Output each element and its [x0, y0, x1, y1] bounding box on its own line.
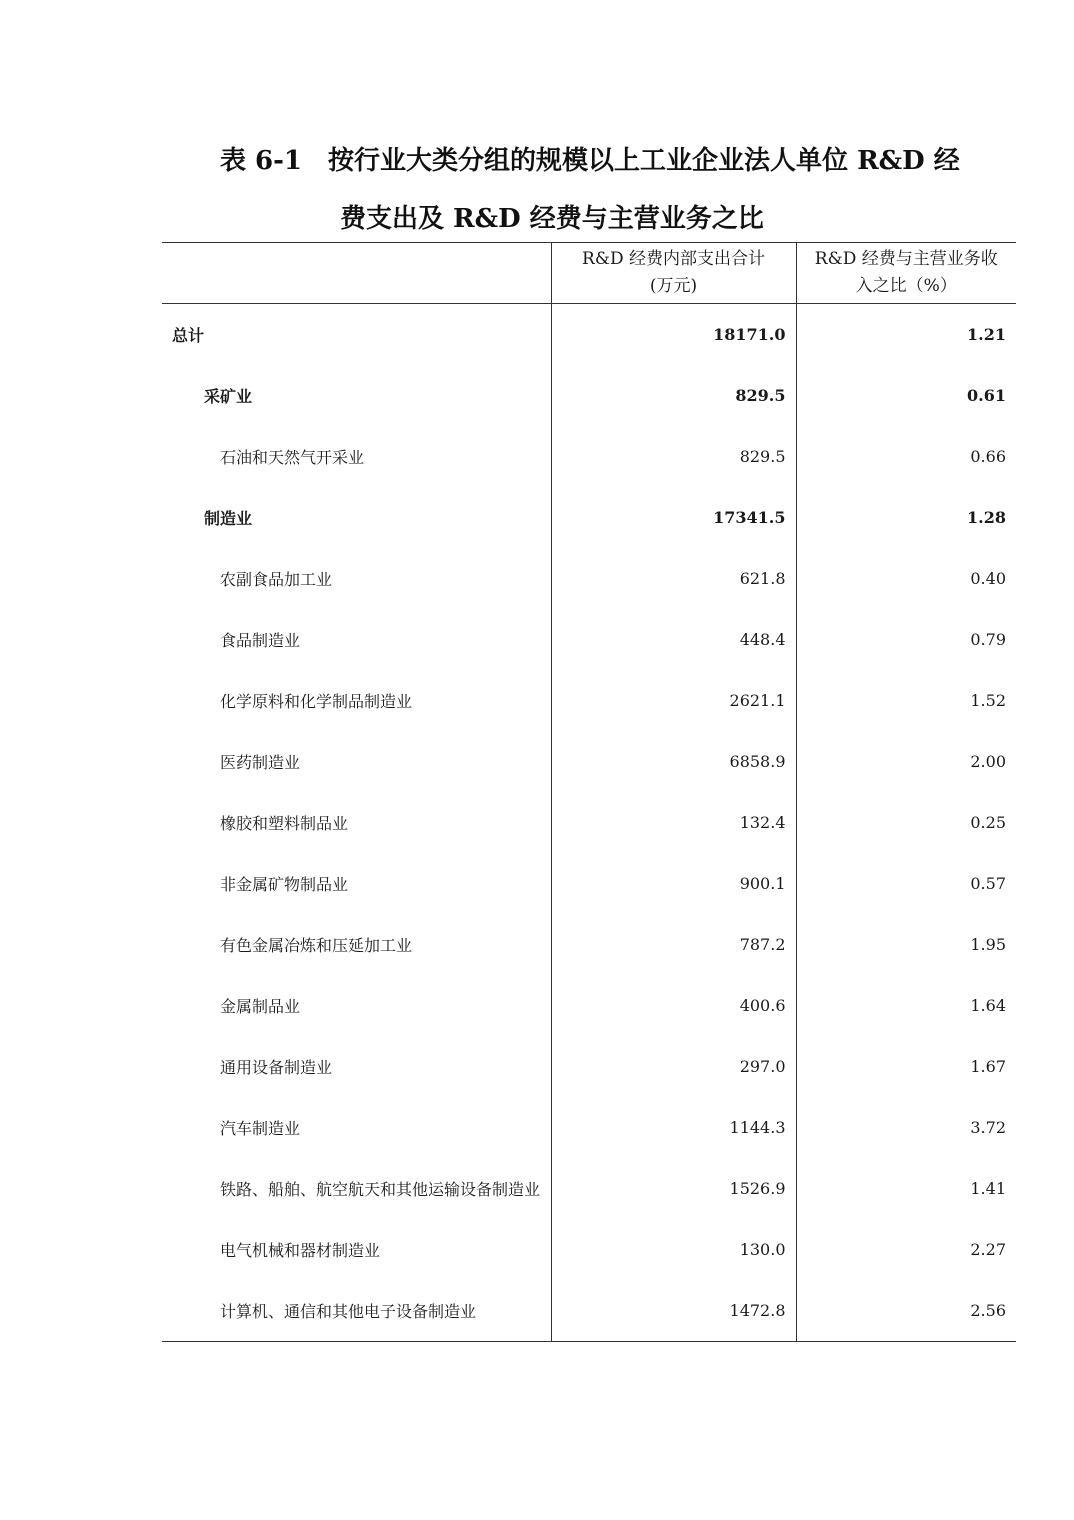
industry-name-cell: 农副食品加工业	[162, 548, 551, 609]
industry-name-cell: 有色金属冶炼和压延加工业	[162, 914, 551, 975]
table-row	[162, 365, 1016, 426]
table-row	[162, 548, 1016, 609]
rd-ratio-cell: 1.21	[967, 325, 1006, 344]
rd-spending-cell: 1472.8	[551, 1280, 796, 1342]
table-row	[162, 670, 1016, 731]
industry-name-cell: 通用设备制造业	[162, 1036, 551, 1097]
rd-ratio-cell: 0.61	[967, 386, 1006, 405]
table-row	[162, 1219, 1016, 1280]
table-row	[162, 304, 1016, 366]
rd-ratio-cell: 2.00	[970, 752, 1006, 771]
table-row	[162, 1280, 1016, 1342]
header-rd-ratio-line-2: 入之比（%）	[855, 276, 957, 296]
industry-name-cell: 石油和天然气开采业	[162, 426, 551, 487]
rd-expenditure-table	[162, 242, 1016, 1342]
rd-spending-cell: 1144.3	[551, 1097, 796, 1158]
industry-name-cell: 化学原料和化学制品制造业	[162, 670, 551, 731]
industry-name-cell: 计算机、通信和其他电子设备制造业	[162, 1280, 551, 1342]
rd-spending-cell: 17341.5	[551, 487, 796, 548]
table-row	[162, 975, 1016, 1036]
industry-name-cell: 汽车制造业	[162, 1097, 551, 1158]
industry-name-cell: 铁路、船舶、航空航天和其他运输设备制造业	[162, 1158, 551, 1219]
industry-name-cell: 电气机械和器材制造业	[162, 1219, 551, 1280]
header-rd-ratio	[796, 243, 1016, 304]
rd-ratio-cell: 1.67	[970, 1057, 1006, 1076]
rd-spending-cell: 132.4	[551, 792, 796, 853]
rd-spending-cell: 400.6	[551, 975, 796, 1036]
page-title-line-2: 费支出及 R&D 经费与主营业务之比	[340, 204, 764, 234]
rd-ratio-cell: 0.40	[970, 569, 1006, 588]
table-row	[162, 914, 1016, 975]
table-row	[162, 731, 1016, 792]
rd-ratio-cell: 3.72	[970, 1118, 1006, 1137]
rd-ratio-cell: 0.79	[970, 630, 1006, 649]
table-body	[162, 304, 1016, 1342]
header-industry	[162, 243, 551, 304]
rd-ratio-cell: 2.27	[970, 1240, 1006, 1259]
industry-name-cell: 制造业	[162, 487, 551, 548]
rd-ratio-cell: 1.52	[970, 691, 1006, 710]
rd-ratio-cell: 1.64	[970, 996, 1006, 1015]
table-row	[162, 792, 1016, 853]
table-row	[162, 426, 1016, 487]
rd-spending-cell: 900.1	[551, 853, 796, 914]
rd-spending-cell: 829.5	[551, 365, 796, 426]
rd-spending-cell: 6858.9	[551, 731, 796, 792]
header-rd-spending-line-2: (万元)	[649, 276, 698, 296]
rd-ratio-cell: 1.95	[970, 935, 1006, 954]
table-row	[162, 487, 1016, 548]
rd-spending-cell: 297.0	[551, 1036, 796, 1097]
industry-name-cell: 总计	[162, 304, 551, 366]
industry-name-cell: 采矿业	[162, 365, 551, 426]
page-title-line-1: 表 6-1 按行业大类分组的规模以上工业企业法人单位 R&D 经	[220, 146, 960, 176]
table-row	[162, 1036, 1016, 1097]
industry-name-cell: 非金属矿物制品业	[162, 853, 551, 914]
header-rd-spending-line-1: R&D 经费内部支出合计	[582, 249, 765, 269]
rd-spending-cell: 787.2	[551, 914, 796, 975]
table-row	[162, 853, 1016, 914]
rd-spending-cell: 2621.1	[551, 670, 796, 731]
rd-spending-cell: 829.5	[551, 426, 796, 487]
header-rd-ratio-line-1: R&D 经费与主营业务收	[814, 249, 998, 269]
industry-name-cell: 金属制品业	[162, 975, 551, 1036]
industry-name-cell: 食品制造业	[162, 609, 551, 670]
industry-name-cell: 医药制造业	[162, 731, 551, 792]
rd-ratio-cell: 2.56	[796, 1280, 1016, 1342]
rd-spending-cell: 18171.0	[551, 304, 796, 366]
rd-ratio-cell: 1.41	[970, 1179, 1006, 1198]
table-header	[162, 243, 1016, 304]
table-row	[162, 1097, 1016, 1158]
header-row	[162, 243, 1016, 304]
header-rd-spending	[551, 243, 796, 304]
rd-ratio-cell: 1.28	[967, 508, 1006, 527]
rd-ratio-cell: 0.66	[970, 447, 1006, 466]
rd-spending-cell: 621.8	[551, 548, 796, 609]
rd-spending-cell: 130.0	[551, 1219, 796, 1280]
rd-spending-cell: 1526.9	[551, 1158, 796, 1219]
rd-expenditure-table-container	[162, 242, 1016, 1342]
rd-ratio-cell: 0.57	[970, 874, 1006, 893]
table-row	[162, 609, 1016, 670]
industry-name-cell: 橡胶和塑料制品业	[162, 792, 551, 853]
table-row	[162, 1158, 1016, 1219]
rd-ratio-cell: 0.25	[970, 813, 1006, 832]
rd-spending-cell: 448.4	[551, 609, 796, 670]
